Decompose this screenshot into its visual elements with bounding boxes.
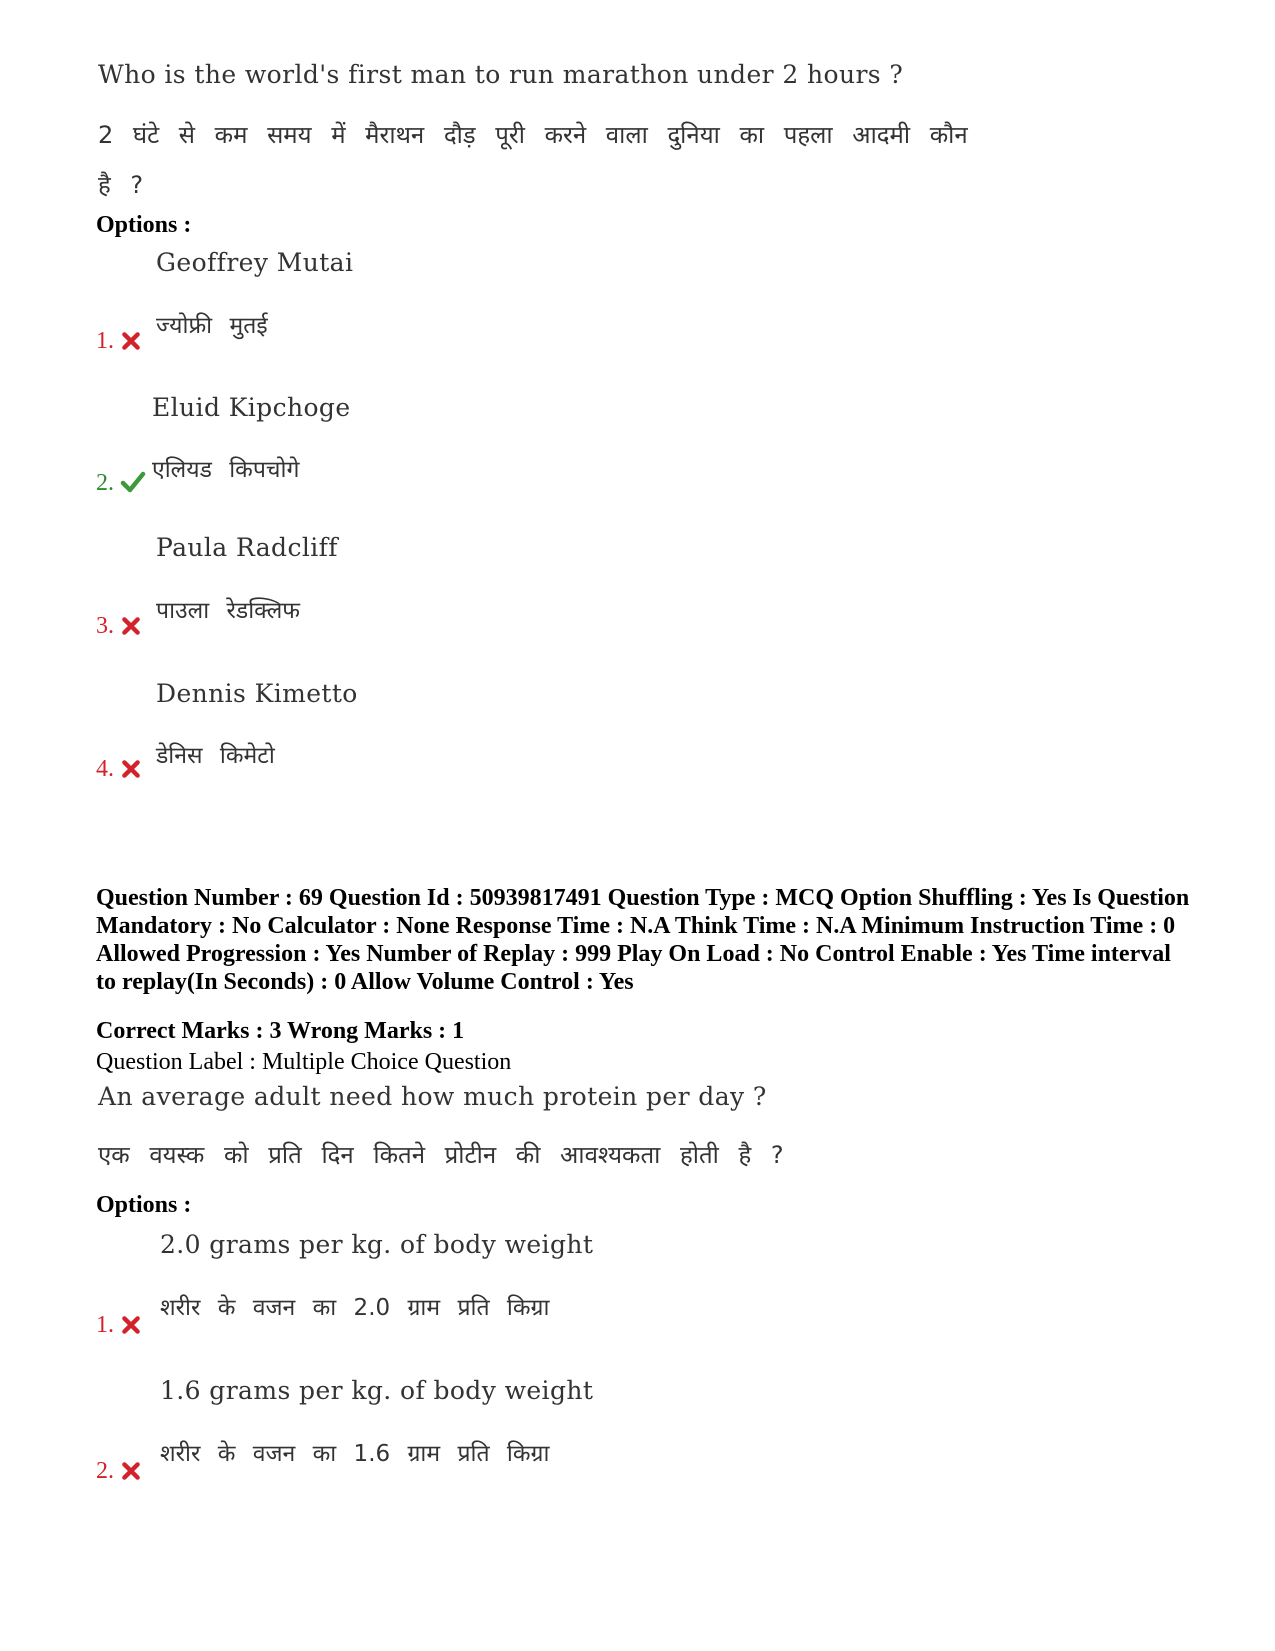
cross-icon	[120, 330, 142, 352]
option-3-number: 3.	[96, 613, 114, 639]
question-text-en: Who is the world's first man to run marathon under 2 hours ?	[98, 60, 904, 89]
option-1-number: 1.	[96, 328, 114, 354]
option-1-text-en: Geoffrey Mutai	[156, 248, 354, 277]
question-marks: Correct Marks : 3 Wrong Marks : 1	[96, 1018, 465, 1044]
question-label: Question Label : Multiple Choice Question	[96, 1049, 512, 1075]
option-2-text-en: Eluid Kipchoge	[152, 393, 351, 422]
option-1-text-hi: शरीर के वजन का 2.0 ग्राम प्रति किग्रा	[160, 1295, 550, 1321]
question-text-hi: एक वयस्क को प्रति दिन कितने प्रोटीन की आवश्यकता होती है ?	[98, 1141, 784, 1169]
cross-icon	[120, 758, 142, 780]
option-2-text-hi: एलियड किपचोगे	[152, 457, 300, 483]
option-1-number: 1.	[96, 1312, 114, 1338]
question-text-hi-line2: है ?	[98, 171, 144, 199]
question-text-hi: 2 घंटे से कम समय में मैराथन दौड़ पूरी करने वाला दुनिया का पहला आदमी कौन	[98, 121, 968, 149]
option-2-number: 2.	[96, 470, 114, 496]
option-1-text-hi: ज्योफ्री मुतई	[156, 313, 268, 339]
question-text-en: An average adult need how much protein per day ?	[98, 1082, 767, 1111]
options-label: Options :	[96, 212, 192, 238]
option-3-text-hi: पाउला रेडक्लिफ	[156, 598, 301, 624]
option-4-number: 4.	[96, 756, 114, 782]
option-2-text-hi: शरीर के वजन का 1.6 ग्राम प्रति किग्रा	[160, 1441, 550, 1467]
cross-icon	[120, 1314, 142, 1336]
check-icon	[120, 470, 146, 494]
option-3-text-en: Paula Radcliff	[156, 533, 338, 562]
option-4-text-en: Dennis Kimetto	[156, 679, 358, 708]
question-meta: Question Number : 69 Question Id : 50939817491 Question Type : MCQ Option Shuffling : Yes Is Question Mandatory : No Calculator : None Response Time : N.A Think Time : N.A Minimum Instruction Time : 0 Allowed Progression : Yes Number of Replay : 999 Play On Load : No Control Enable : Yes Time interval to replay(In Seconds) : 0 Allow Volume Control : Yes	[96, 885, 1190, 995]
option-2-number: 2.	[96, 1458, 114, 1484]
options-label: Options :	[96, 1192, 192, 1218]
option-2-text-en: 1.6 grams per kg. of body weight	[160, 1376, 594, 1405]
option-1-text-en: 2.0 grams per kg. of body weight	[160, 1230, 594, 1259]
option-4-text-hi: डेनिस किमेटो	[156, 743, 275, 769]
cross-icon	[120, 615, 142, 637]
cross-icon	[120, 1460, 142, 1482]
